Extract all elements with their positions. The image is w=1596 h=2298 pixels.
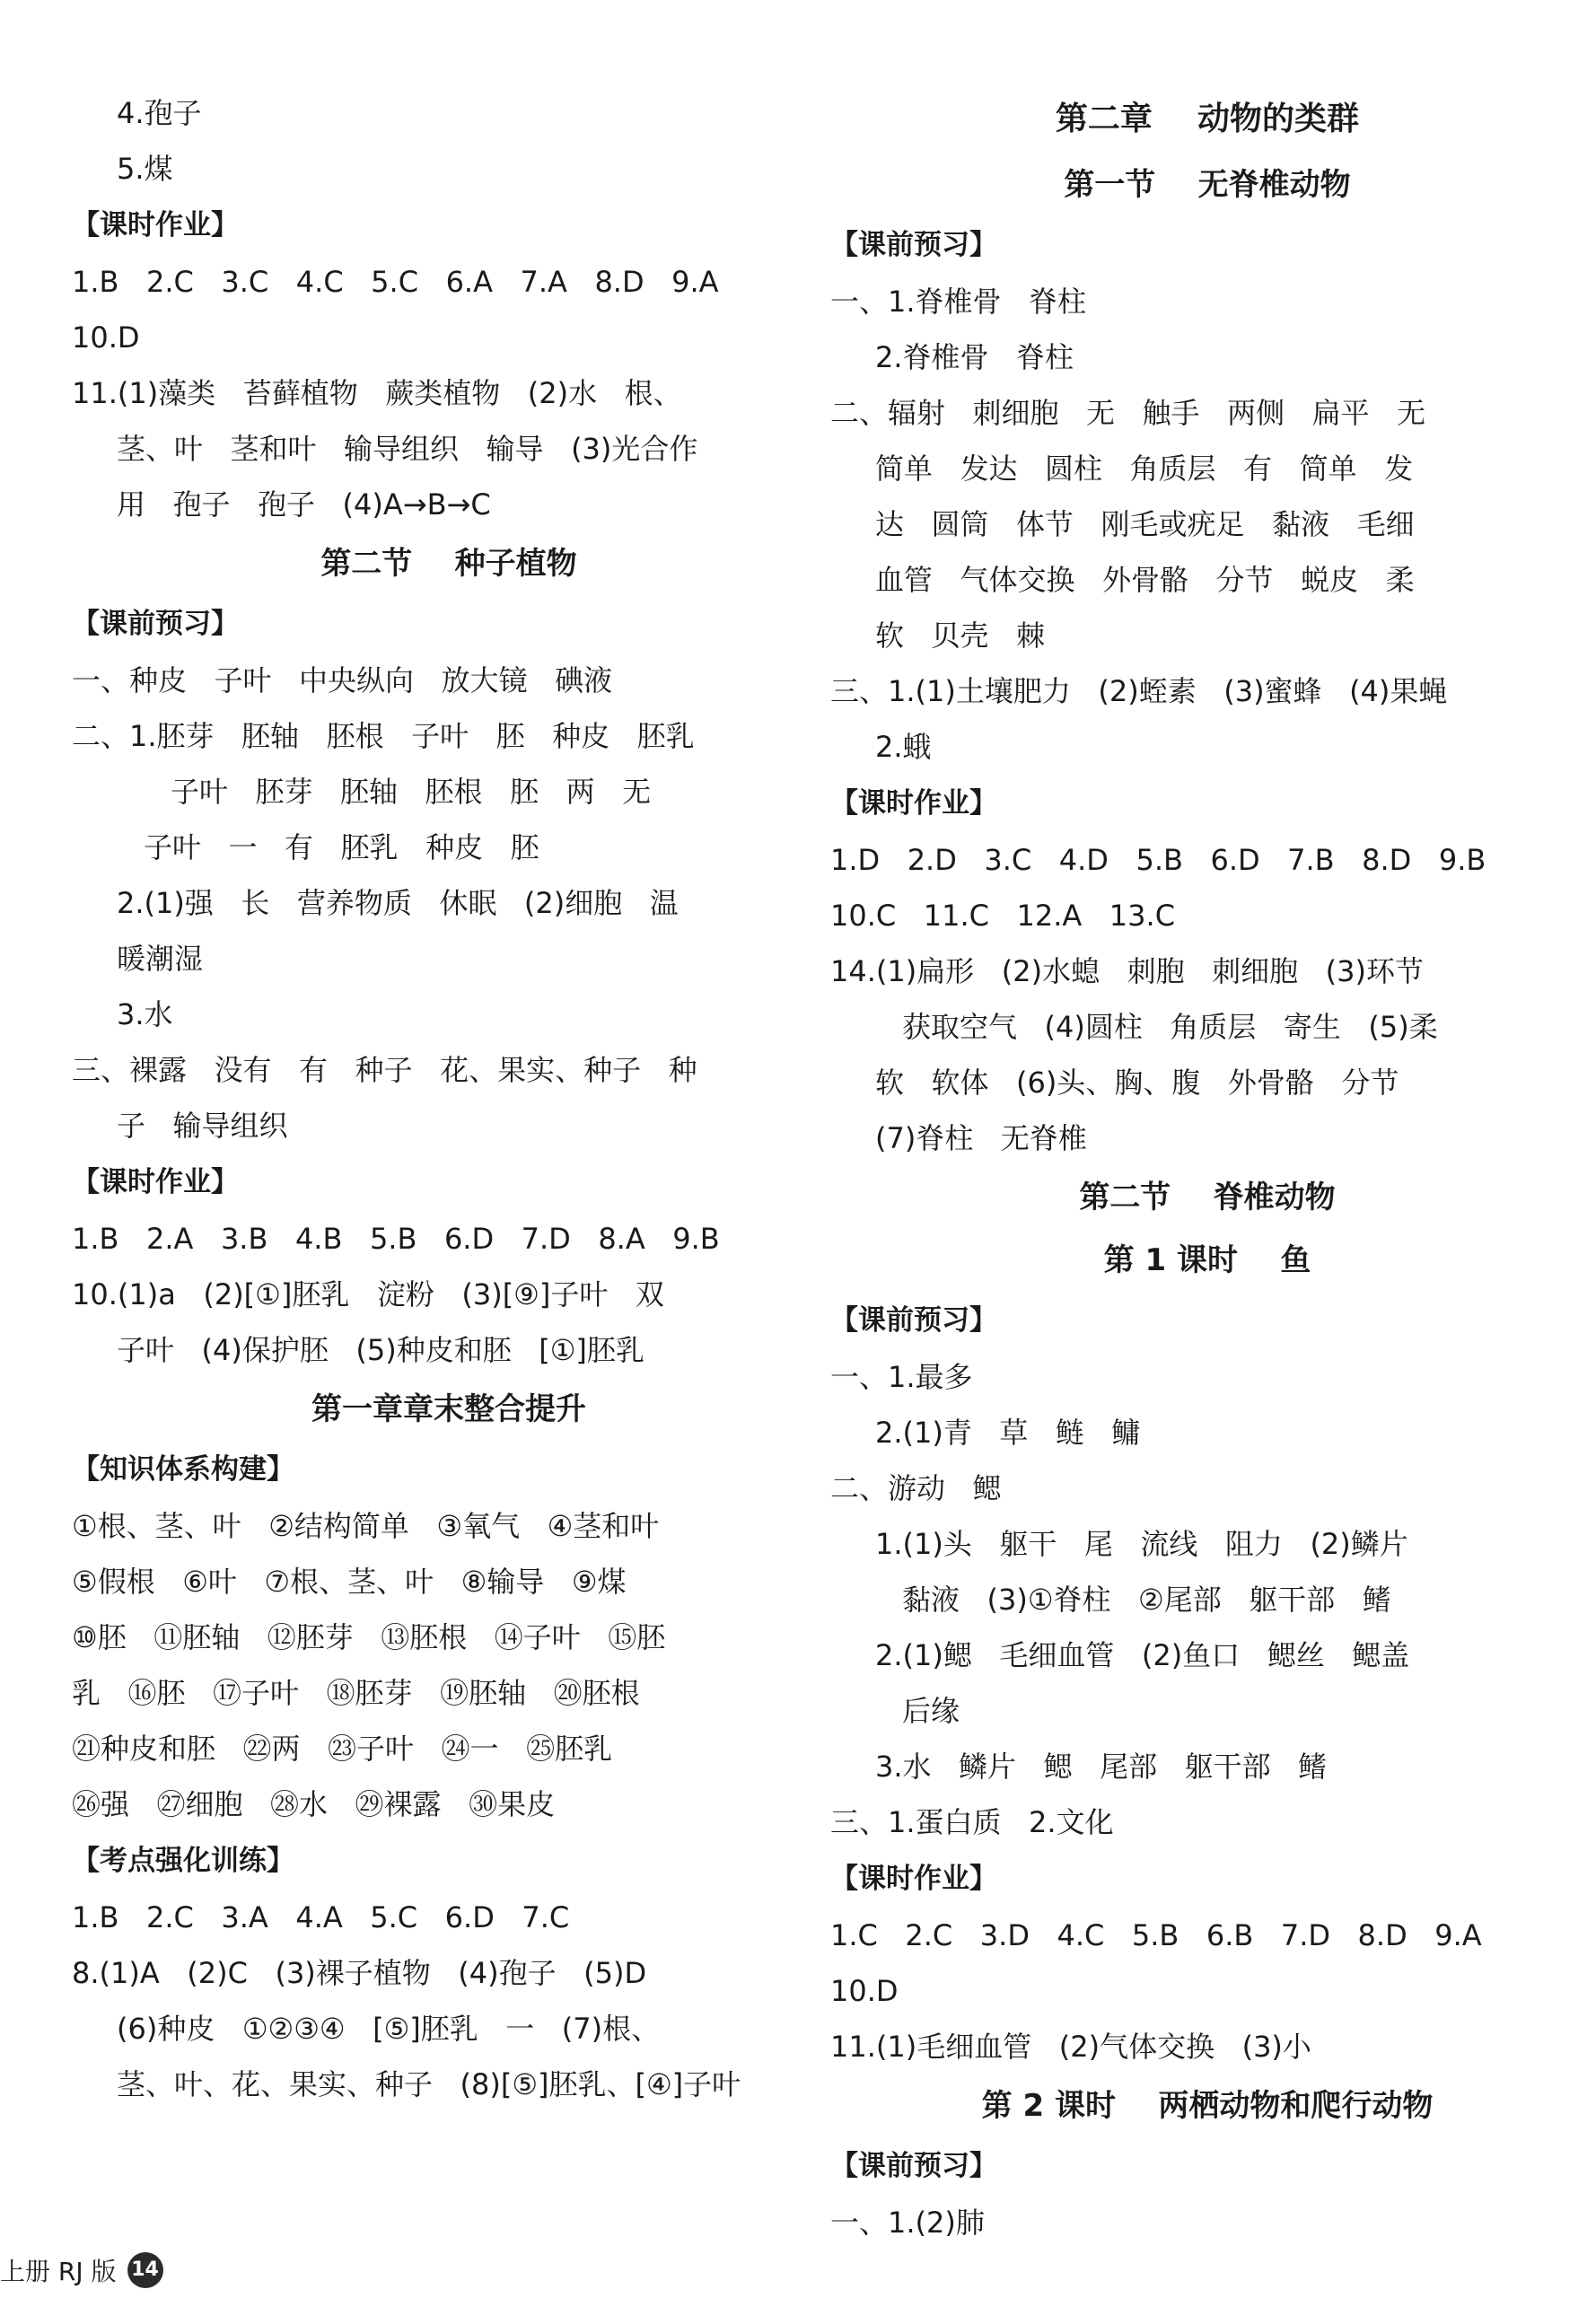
answer-line: 2.蛾 bbox=[875, 730, 932, 764]
answer-line: 乳 ⑯胚 ⑰子叶 ⑱胚芽 ⑲胚轴 ⑳胚根 bbox=[72, 1676, 640, 1710]
answer-line: 5.煤 bbox=[117, 152, 173, 186]
answer-line: 2.脊椎骨 脊柱 bbox=[875, 340, 1074, 374]
answer-line: 黏液 (3)①脊柱 ②尾部 躯干部 鳍 bbox=[902, 1583, 1391, 1617]
answer-line: 1.B 2.C 3.C 4.C 5.C 6.A 7.A 8.D 9.A bbox=[72, 265, 719, 299]
answer-line: 暖潮湿 bbox=[117, 942, 204, 976]
answer-line: ①根、茎、叶 ②结构简单 ③氧气 ④茎和叶 bbox=[72, 1509, 660, 1543]
answer-line: 三、裸露 没有 有 种子 花、果实、种子 种 bbox=[72, 1053, 697, 1087]
section-title: 第一章章末整合提升 bbox=[311, 1391, 586, 1427]
subsection-heading: 【课前预习】 bbox=[830, 1304, 997, 1337]
subsection-heading: 【知识体系构建】 bbox=[72, 1453, 294, 1486]
answer-line: 一、种皮 子叶 中央纵向 放大镜 碘液 bbox=[72, 663, 613, 697]
subsection-heading: 【课时作业】 bbox=[830, 1863, 997, 1895]
left-column bbox=[72, 85, 826, 2112]
answer-line: 一、1.(2)肺 bbox=[830, 2206, 985, 2240]
answer-line: 10.C 11.C 12.A 13.C bbox=[830, 899, 1176, 933]
section-title: 第二节 种子植物 bbox=[320, 546, 577, 582]
section-title: 第一节 无脊椎动物 bbox=[1064, 167, 1351, 203]
answer-line: 达 圆筒 体节 刚毛或疣足 黏液 毛细 bbox=[875, 507, 1415, 541]
answer-line: 二、游动 鳃 bbox=[830, 1471, 1002, 1505]
answer-line: 血管 气体交换 外骨骼 分节 蜕皮 柔 bbox=[875, 563, 1415, 597]
chapter-title: 第二章 动物的类群 bbox=[1055, 101, 1360, 137]
answer-line: 10.D bbox=[830, 1974, 899, 2008]
answer-line: 一、1.脊椎骨 脊柱 bbox=[830, 285, 1087, 319]
page-footer bbox=[0, 2250, 163, 2291]
answer-line: 3.水 鳞片 鳃 尾部 躯干部 鳍 bbox=[875, 1750, 1328, 1784]
answer-line: 子叶 胚芽 胚轴 胚根 胚 两 无 bbox=[171, 775, 652, 809]
answer-line: 1.C 2.C 3.D 4.C 5.B 6.B 7.D 8.D 9.A bbox=[830, 1918, 1482, 1952]
section-title: 第 2 课时 两栖动物和爬行动物 bbox=[981, 2088, 1434, 2124]
answer-line: 1.D 2.D 3.C 4.D 5.B 6.D 7.B 8.D 9.B bbox=[830, 843, 1486, 877]
page-number-badge: 14 bbox=[127, 2252, 163, 2288]
subsection-heading: 【课前预习】 bbox=[830, 2150, 997, 2182]
answer-line: 8.(1)A (2)C (3)裸子植物 (4)孢子 (5)D bbox=[72, 1956, 647, 1990]
edition-label: 上册 RJ 版 bbox=[0, 2257, 117, 2286]
answer-line: 子叶 (4)保护胚 (5)种皮和胚 [①]胚乳 bbox=[117, 1333, 645, 1367]
answer-line: 3.水 bbox=[117, 997, 173, 1031]
answer-line: 10.(1)a (2)[①]胚乳 淀粉 (3)[⑨]子叶 双 bbox=[72, 1277, 664, 1311]
subsection-heading: 【课时作业】 bbox=[72, 1166, 239, 1198]
answer-line: (6)种皮 ①②③④ [⑤]胚乳 一 (7)根、 bbox=[117, 2012, 661, 2046]
subsection-heading: 【考点强化训练】 bbox=[72, 1845, 294, 1877]
answer-line: 2.(1)青 草 鲢 鳙 bbox=[875, 1416, 1141, 1450]
answer-line: 2.(1)鳃 毛细血管 (2)鱼口 鳃丝 鳃盖 bbox=[875, 1638, 1410, 1672]
answer-line: 1.(1)头 躯干 尾 流线 阻力 (2)鳞片 bbox=[875, 1527, 1408, 1561]
answer-line: 1.B 2.C 3.A 4.A 5.C 6.D 7.C bbox=[72, 1900, 570, 1934]
answer-line: 11.(1)毛细血管 (2)气体交换 (3)小 bbox=[830, 2030, 1311, 2064]
answer-line: 二、辐射 刺细胞 无 触手 两侧 扁平 无 bbox=[830, 396, 1426, 430]
answer-line: 茎、叶、花、果实、种子 (8)[⑤]胚乳、[④]子叶 bbox=[117, 2067, 741, 2101]
answer-line: 14.(1)扁形 (2)水螅 刺胞 刺细胞 (3)环节 bbox=[830, 954, 1424, 988]
answer-line: 1.B 2.A 3.B 4.B 5.B 6.D 7.D 8.A 9.B bbox=[72, 1222, 720, 1256]
answer-line: 子叶 一 有 胚乳 种皮 胚 bbox=[144, 830, 539, 864]
answer-line: 4.孢子 bbox=[117, 96, 202, 130]
right-column bbox=[830, 85, 1584, 2250]
answer-line: ⑩胚 ⑪胚轴 ⑫胚芽 ⑬胚根 ⑭子叶 ⑮胚 bbox=[72, 1620, 666, 1654]
answer-line: 11.(1)藻类 苔藓植物 蕨类植物 (2)水 根、 bbox=[72, 376, 682, 410]
answer-line: 2.(1)强 长 营养物质 休眠 (2)细胞 温 bbox=[117, 886, 679, 920]
answer-line: 获取空气 (4)圆柱 角质层 寄生 (5)柔 bbox=[902, 1010, 1438, 1044]
answer-line: 软 软体 (6)头、胸、腹 外骨骼 分节 bbox=[875, 1066, 1399, 1100]
answer-line: 一、1.最多 bbox=[830, 1360, 973, 1394]
answer-line: 后缘 bbox=[902, 1694, 960, 1728]
answer-line: ㉖强 ㉗细胞 ㉘水 ㉙裸露 ㉚果皮 bbox=[72, 1787, 556, 1821]
answer-line: 二、1.胚芽 胚轴 胚根 子叶 胚 种皮 胚乳 bbox=[72, 719, 695, 753]
answer-line: (7)脊柱 无脊椎 bbox=[875, 1121, 1087, 1155]
answer-line: 简单 发达 圆柱 角质层 有 简单 发 bbox=[875, 452, 1414, 486]
answer-line: 软 贝壳 棘 bbox=[875, 618, 1046, 653]
answer-line: 三、1.蛋白质 2.文化 bbox=[830, 1805, 1114, 1839]
answer-line: 茎、叶 茎和叶 输导组织 输导 (3)光合作 bbox=[117, 432, 698, 466]
subsection-heading: 【课前预习】 bbox=[72, 608, 239, 640]
answer-line: 10.D bbox=[72, 320, 140, 355]
subsection-heading: 【课前预习】 bbox=[830, 229, 997, 261]
answer-line: ㉑种皮和胚 ㉒两 ㉓子叶 ㉔一 ㉕胚乳 bbox=[72, 1732, 613, 1766]
answer-line: 三、1.(1)土壤肥力 (2)蛭素 (3)蜜蜂 (4)果蝇 bbox=[830, 674, 1448, 708]
answer-line: 子 输导组织 bbox=[117, 1109, 288, 1143]
answer-line: 用 孢子 孢子 (4)A→B→C bbox=[117, 487, 491, 522]
section-title: 第二节 脊椎动物 bbox=[1079, 1180, 1336, 1215]
answer-line: ⑤假根 ⑥叶 ⑦根、茎、叶 ⑧输导 ⑨煤 bbox=[72, 1565, 627, 1599]
subsection-heading: 【课时作业】 bbox=[72, 209, 239, 241]
subsection-heading: 【课时作业】 bbox=[830, 787, 997, 820]
section-title: 第 1 课时 鱼 bbox=[1103, 1242, 1311, 1278]
